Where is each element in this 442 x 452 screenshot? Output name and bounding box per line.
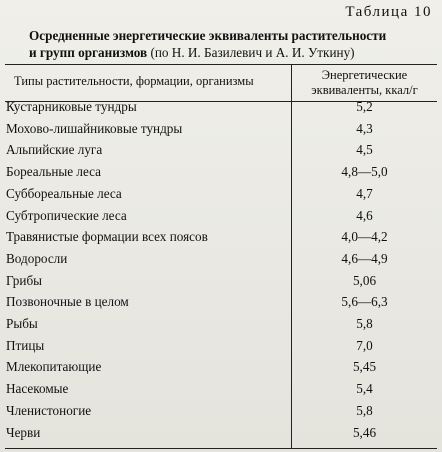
table-number: Таблица 10 [345, 4, 432, 20]
table-row-name: Бореальные леса [6, 164, 102, 180]
header-energy-line-2: эквиваленты, ккал/г [311, 83, 418, 97]
caption-line-2-source: (по Н. И. Базилевич и А. И. Уткину) [147, 45, 355, 60]
table-row-value: 4,6 [356, 207, 373, 223]
table-row-name: Водоросли [6, 250, 68, 266]
table-row-value: 4,8—5,0 [341, 164, 388, 180]
table-row-name: Субтропические леса [6, 207, 127, 223]
table-row-name: Мохово-лишайниковые тундры [6, 120, 183, 136]
header-energy [292, 68, 437, 98]
header-energy-line-1: Энергетические [321, 68, 408, 82]
table-row-name: Альпийские луга [6, 142, 103, 158]
caption-line-2 [29, 44, 429, 61]
table-row-name: Черви [6, 424, 41, 440]
table-row-value: 4,7 [356, 185, 373, 201]
table-row-name: Позвоночные в целом [6, 294, 129, 310]
table-row-value: 5,2 [356, 99, 373, 114]
caption-line-2-bold: и групп организмов [29, 45, 148, 60]
table-bottom-rule [5, 448, 437, 449]
table-row-value: 4,5 [356, 142, 373, 158]
table-row-value: 4,3 [356, 120, 373, 136]
table-row-name: Травянистые формации всех поясов [6, 229, 208, 245]
table-row-value: 5,6—6,3 [341, 294, 388, 310]
table-row-value: 4,6—4,9 [341, 250, 388, 266]
table-row-value: 5,4 [356, 381, 373, 397]
table-row-value: 5,06 [352, 272, 377, 288]
table-row-value: 5,46 [352, 424, 377, 440]
table-caption [29, 27, 429, 61]
table-row-name: Суббореальные леса [6, 185, 122, 201]
table-row-name: Насекомые [6, 381, 69, 397]
table-row-name: Рыбы [6, 316, 38, 331]
caption-line-1: Осредненные энергетические эквиваленты растительности [29, 28, 387, 43]
table-row-name: Членистоногие [6, 402, 92, 418]
table-row-name: Птицы [6, 337, 45, 353]
table-row-name: Кустарниковые тундры [6, 99, 137, 114]
table-row-value: 5,8 [356, 402, 373, 418]
table-row-name: Грибы [6, 272, 43, 288]
table-row-value: 5,8 [356, 316, 373, 331]
table-row-value: 5,45 [352, 359, 377, 375]
table-row-value: 7,0 [356, 337, 373, 353]
table-row-value: 4,0—4,2 [341, 229, 388, 245]
header-type: Типы растительности, формации, организмы [14, 74, 254, 88]
table-row-name: Млекопитающие [6, 359, 102, 375]
